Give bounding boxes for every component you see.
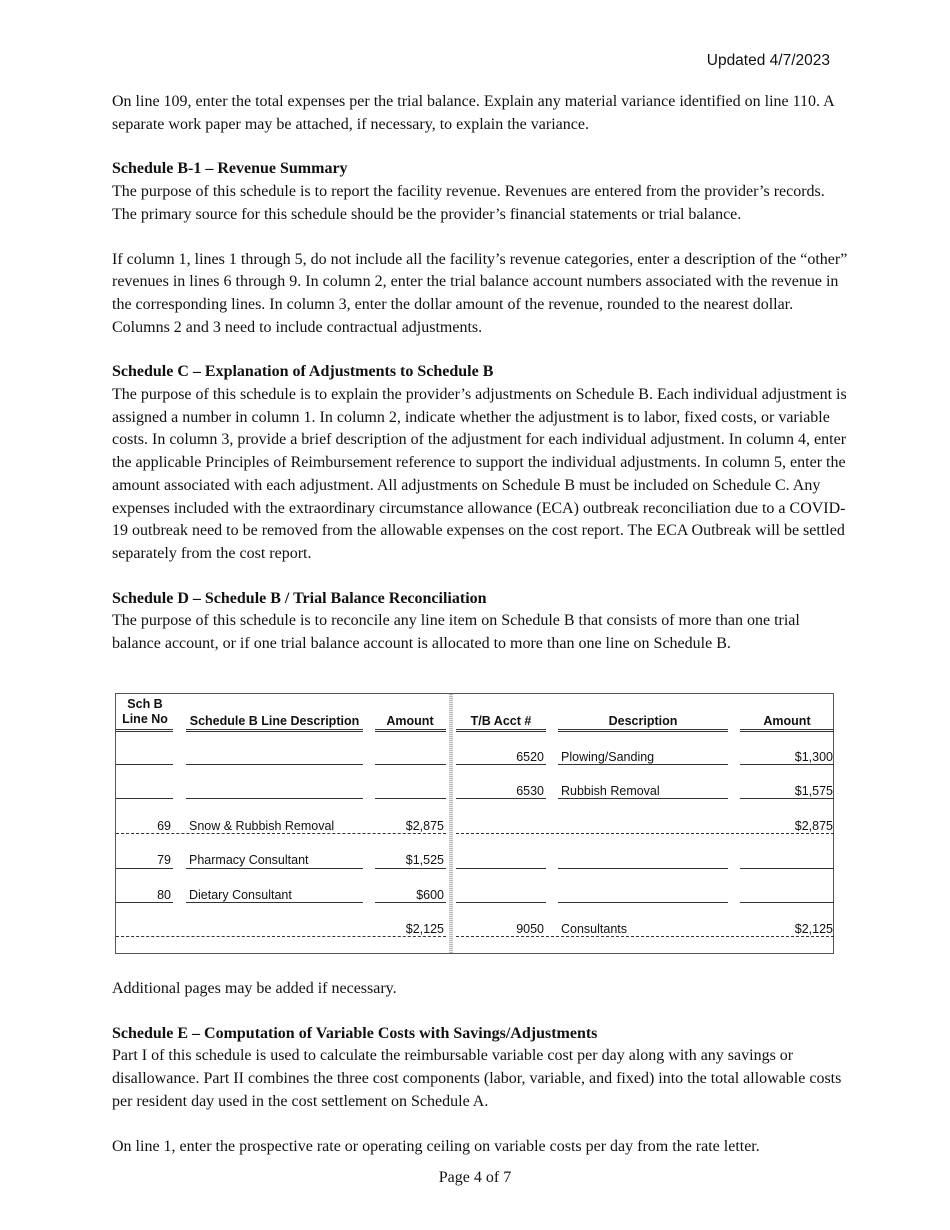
intro-paragraph: On line 109, enter the total expenses per the trial balance. Explain any material variance identified on line 110. A separate work paper may be attached, if necessary, to explain the variance.: [112, 93, 834, 133]
after-table-section: [112, 978, 852, 1158]
row-rule: [456, 798, 546, 799]
row3-amount: $2,875: [405, 819, 444, 833]
row4-amount: $1,525: [405, 853, 444, 867]
row-rule: [740, 764, 834, 765]
header-rule: [375, 729, 446, 732]
row1-acct: 6520: [516, 750, 544, 764]
row-rule: [116, 764, 173, 765]
row-rule: [740, 798, 834, 799]
header-rule: [558, 729, 728, 732]
schedule-c-heading: Schedule C – Explanation of Adjustments to Schedule B: [112, 363, 494, 381]
row-rule: [116, 798, 173, 799]
row5-desc: Dietary Consultant: [189, 888, 292, 902]
schedule-b1-heading: Schedule B-1 – Revenue Summary: [112, 160, 348, 178]
row5-line: 80: [157, 888, 171, 902]
row5-amount: $600: [416, 888, 444, 902]
header-amount: Amount: [386, 714, 434, 728]
row2-acct: 6530: [516, 784, 544, 798]
schedule-e-heading: Schedule E – Computation of Variable Costs with Savings/Adjustments: [112, 1024, 598, 1042]
row-rule: [558, 798, 728, 799]
column-separator: [449, 694, 453, 953]
header-sch-b: [116, 697, 174, 727]
row-dashed-rule: [456, 936, 834, 937]
page-number: Page 4 of 7: [438, 1169, 512, 1186]
header-sch-b-line-1: Sch B: [127, 697, 163, 711]
header-rule: [116, 729, 173, 732]
schedule-e-paragraph-1: Part I of this schedule is used to calculate the reimbursable variable cost per day along with any savings or disallowance. Part II combines the three cost components (labor, variable, and fixed) into the total allowable costs per resident day used in the cost settlement on Schedule A.: [112, 1047, 842, 1110]
row-rule: [375, 902, 446, 903]
row6-acct: 9050: [516, 922, 544, 936]
row4-desc: Pharmacy Consultant: [189, 853, 309, 867]
row-rule: [456, 868, 546, 869]
row2-tb-amount: $1,575: [794, 784, 833, 798]
row4-line: 79: [157, 853, 171, 867]
row-rule: [740, 902, 834, 903]
row-rule: [116, 902, 173, 903]
row-rule: [116, 868, 173, 869]
row3-tb-amount: $2,875: [794, 819, 833, 833]
row2-tb-desc: Rubbish Removal: [561, 784, 660, 798]
page-body: [112, 91, 852, 656]
header-tb-amount: Amount: [763, 714, 811, 728]
row-rule: [558, 868, 728, 869]
row6-tb-desc: Consultants: [561, 922, 628, 936]
schedule-d-heading: Schedule D – Schedule B / Trial Balance Reconciliation: [112, 589, 487, 607]
row-rule: [186, 798, 363, 799]
row-dashed-rule: [116, 833, 446, 834]
header-sch-b-line-2: Line No: [122, 712, 168, 726]
row3-line: 69: [157, 819, 171, 833]
row-rule: [375, 798, 446, 799]
row-dashed-rule: [456, 833, 834, 834]
header-tb-acct: T/B Acct #: [470, 714, 532, 728]
additional-pages-note: Additional pages may be added if necessary.: [112, 980, 397, 997]
row-rule: [456, 902, 546, 903]
row6-tb-amount: $2,125: [794, 922, 833, 936]
row-rule: [186, 764, 363, 765]
row-rule: [186, 902, 363, 903]
row6-amount: $2,125: [405, 922, 444, 936]
header-rule: [740, 729, 834, 732]
row1-tb-desc: Plowing/Sanding: [561, 750, 655, 764]
row3-desc: Snow & Rubbish Removal: [189, 819, 335, 833]
schedule-e-paragraph-2: On line 1, enter the prospective rate or operating ceiling on variable costs per day from the rate letter.: [112, 1137, 760, 1155]
row-dashed-rule: [116, 936, 446, 937]
updated-date: Updated 4/7/2023: [706, 52, 830, 69]
row-rule: [375, 764, 446, 765]
schedule-d-paragraph: The purpose of this schedule is to reconcile any line item on Schedule B that consists of more than one trial balance account, or if one trial balance account is allocated to more than one line on Schedule B.: [112, 612, 800, 653]
row-rule: [740, 868, 834, 869]
schedule-c-paragraph: The purpose of this schedule is to explain the provider’s adjustments on Schedule B. Each individual adjustment is assigned a number in column 1. In column 2, indicate whether the adjustment is to labor, fixed costs, or variable costs. In column 3, provide a brief description of the adjustment for each individual adjustment. In column 4, enter the applicable Principles of Reimbursement reference to support the individual adjustments. In column 5, enter the amount associated with each adjustment. All adjustments on Schedule B must be included on Schedule C. Any expenses included with the extraordinary circumstance allowance (ECA) outbreak reconciliation due to a COVID-19 outbreak need to be removed from the allowable expenses on the cost report. The ECA Outbreak will be settled separately from the cost report.: [112, 386, 847, 562]
schedule-b1-paragraph-2: If column 1, lines 1 through 5, do not include all the facility’s revenue categories, enter a description of the “other” revenues in lines 6 through 9. In column 2, enter the trial balance account numbers associated with the revenue in the corresponding lines. In column 3, enter the dollar amount of the revenue, rounded to the nearest dollar. Columns 2 and 3 need to include contractual adjustments.: [112, 250, 848, 336]
row-rule: [456, 764, 546, 765]
row-rule: [186, 868, 363, 869]
row-rule: [375, 868, 446, 869]
header-tb-description: Description: [608, 714, 678, 728]
header-rule: [186, 729, 363, 732]
header-description: Schedule B Line Description: [189, 714, 360, 728]
reconciliation-table: [115, 693, 834, 954]
row-rule: [558, 902, 728, 903]
row1-tb-amount: $1,300: [794, 750, 833, 764]
header-rule: [456, 729, 546, 732]
schedule-b1-paragraph-1: The purpose of this schedule is to report the facility revenue. Revenues are entered from the provider’s records. The primary source for this schedule should be the provider’s financial statements or trial balance.: [112, 183, 825, 223]
row-rule: [558, 764, 728, 765]
